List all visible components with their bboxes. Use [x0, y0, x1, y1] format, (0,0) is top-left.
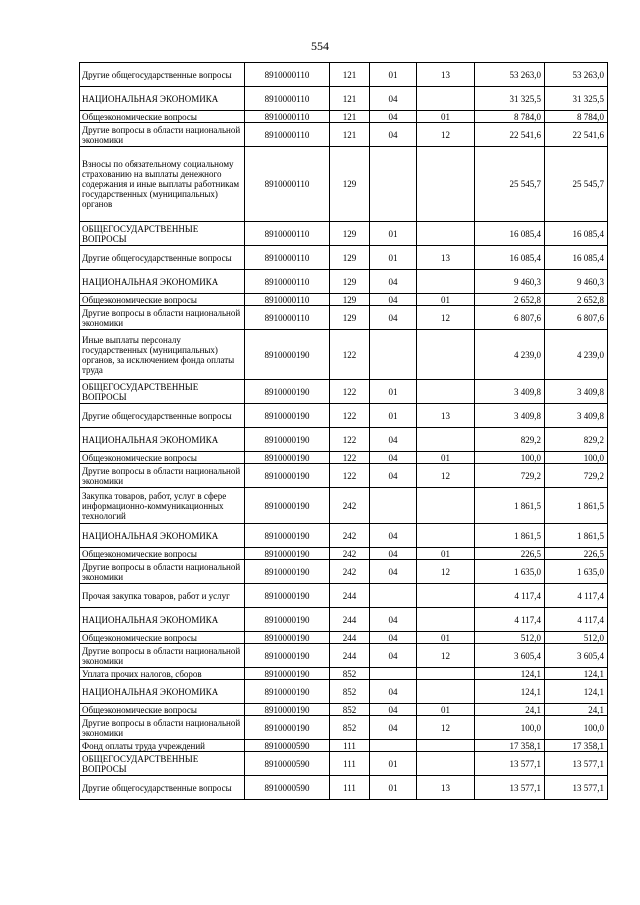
expense-type-cell: 122 [330, 464, 370, 488]
expense-type-cell: 852 [330, 680, 370, 704]
section-cell: 01 [370, 752, 417, 776]
amount-cell-1: 13 577,1 [475, 776, 545, 800]
amount-cell-2: 3 605,4 [545, 644, 608, 668]
section-cell: 01 [370, 776, 417, 800]
amount-cell-2: 17 358,1 [545, 740, 608, 752]
amount-cell-2: 226,5 [545, 548, 608, 560]
expense-type-cell: 122 [330, 404, 370, 428]
subsection-cell [417, 584, 475, 608]
section-cell: 04 [370, 560, 417, 584]
row-name-cell: Другие вопросы в области национальной экономики [80, 716, 245, 740]
expense-type-cell: 121 [330, 63, 370, 87]
section-cell: 04 [370, 644, 417, 668]
table-row [80, 404, 608, 428]
subsection-cell [417, 222, 475, 246]
section-cell: 04 [370, 428, 417, 452]
amount-cell-1: 3 409,8 [475, 380, 545, 404]
target-code-cell: 8910000110 [245, 111, 330, 123]
expense-type-cell: 121 [330, 123, 370, 147]
subsection-cell: 12 [417, 644, 475, 668]
table-row [80, 716, 608, 740]
table-row [80, 330, 608, 380]
expense-type-cell: 129 [330, 306, 370, 330]
subsection-cell: 01 [417, 548, 475, 560]
row-name-cell: Общеэкономические вопросы [80, 632, 245, 644]
amount-cell-2: 3 409,8 [545, 380, 608, 404]
table-row [80, 111, 608, 123]
amount-cell-1: 4 117,4 [475, 608, 545, 632]
amount-cell-1: 124,1 [475, 680, 545, 704]
target-code-cell: 8910000190 [245, 428, 330, 452]
section-cell: 04 [370, 452, 417, 464]
row-name-cell: НАЦИОНАЛЬНАЯ ЭКОНОМИКА [80, 87, 245, 111]
target-code-cell: 8910000190 [245, 524, 330, 548]
subsection-cell: 01 [417, 294, 475, 306]
amount-cell-1: 13 577,1 [475, 752, 545, 776]
table-row [80, 740, 608, 752]
subsection-cell [417, 428, 475, 452]
row-name-cell: Другие общегосударственные вопросы [80, 63, 245, 87]
subsection-cell: 13 [417, 63, 475, 87]
subsection-cell: 13 [417, 246, 475, 270]
table-row [80, 752, 608, 776]
expense-type-cell: 129 [330, 270, 370, 294]
table-row [80, 63, 608, 87]
row-name-cell: Общеэкономические вопросы [80, 111, 245, 123]
table-row [80, 524, 608, 548]
amount-cell-2: 24,1 [545, 704, 608, 716]
amount-cell-2: 6 807,6 [545, 306, 608, 330]
expense-type-cell: 852 [330, 704, 370, 716]
subsection-cell: 12 [417, 464, 475, 488]
row-name-cell: НАЦИОНАЛЬНАЯ ЭКОНОМИКА [80, 680, 245, 704]
row-name-cell: Общеэкономические вопросы [80, 704, 245, 716]
target-code-cell: 8910000190 [245, 608, 330, 632]
amount-cell-1: 3 605,4 [475, 644, 545, 668]
table-row [80, 222, 608, 246]
amount-cell-1: 1 635,0 [475, 560, 545, 584]
subsection-cell [417, 740, 475, 752]
section-cell: 04 [370, 123, 417, 147]
table-row [80, 306, 608, 330]
target-code-cell: 8910000110 [245, 222, 330, 246]
amount-cell-1: 829,2 [475, 428, 545, 452]
table-row [80, 644, 608, 668]
amount-cell-1: 31 325,5 [475, 87, 545, 111]
section-cell: 04 [370, 464, 417, 488]
expense-type-cell: 129 [330, 294, 370, 306]
target-code-cell: 8910000190 [245, 632, 330, 644]
amount-cell-2: 1 635,0 [545, 560, 608, 584]
amount-cell-1: 1 861,5 [475, 488, 545, 524]
amount-cell-1: 9 460,3 [475, 270, 545, 294]
table-row [80, 776, 608, 800]
section-cell: 01 [370, 63, 417, 87]
expense-type-cell: 852 [330, 668, 370, 680]
row-name-cell: ОБЩЕГОСУДАРСТВЕННЫЕ ВОПРОСЫ [80, 222, 245, 246]
amount-cell-1: 100,0 [475, 716, 545, 740]
amount-cell-1: 17 358,1 [475, 740, 545, 752]
row-name-cell: Общеэкономические вопросы [80, 548, 245, 560]
target-code-cell: 8910000190 [245, 680, 330, 704]
section-cell: 04 [370, 680, 417, 704]
section-cell [370, 584, 417, 608]
table-row [80, 428, 608, 452]
amount-cell-1: 25 545,7 [475, 147, 545, 222]
table-row [80, 123, 608, 147]
expense-type-cell: 852 [330, 716, 370, 740]
section-cell: 04 [370, 716, 417, 740]
target-code-cell: 8910000190 [245, 716, 330, 740]
subsection-cell [417, 147, 475, 222]
target-code-cell: 8910000110 [245, 294, 330, 306]
section-cell: 04 [370, 704, 417, 716]
expense-type-cell: 129 [330, 222, 370, 246]
section-cell: 04 [370, 270, 417, 294]
table-row [80, 452, 608, 464]
amount-cell-1: 16 085,4 [475, 246, 545, 270]
subsection-cell [417, 87, 475, 111]
target-code-cell: 8910000110 [245, 246, 330, 270]
expense-type-cell: 122 [330, 330, 370, 380]
expense-type-cell: 121 [330, 111, 370, 123]
target-code-cell: 8910000110 [245, 123, 330, 147]
table-row [80, 632, 608, 644]
amount-cell-1: 24,1 [475, 704, 545, 716]
expense-type-cell: 111 [330, 752, 370, 776]
row-name-cell: Другие вопросы в области национальной экономики [80, 560, 245, 584]
subsection-cell: 01 [417, 704, 475, 716]
table-row [80, 464, 608, 488]
table-row [80, 608, 608, 632]
subsection-cell: 12 [417, 123, 475, 147]
table-row [80, 488, 608, 524]
amount-cell-2: 124,1 [545, 680, 608, 704]
target-code-cell: 8910000190 [245, 560, 330, 584]
amount-cell-2: 4 117,4 [545, 584, 608, 608]
subsection-cell [417, 752, 475, 776]
amount-cell-1: 512,0 [475, 632, 545, 644]
amount-cell-2: 13 577,1 [545, 752, 608, 776]
amount-cell-2: 8 784,0 [545, 111, 608, 123]
amount-cell-1: 1 861,5 [475, 524, 545, 548]
section-cell [370, 668, 417, 680]
expense-type-cell: 122 [330, 380, 370, 404]
budget-table [79, 62, 608, 800]
row-name-cell: Другие общегосударственные вопросы [80, 246, 245, 270]
amount-cell-1: 4 117,4 [475, 584, 545, 608]
subsection-cell: 01 [417, 632, 475, 644]
section-cell: 01 [370, 380, 417, 404]
expense-type-cell: 111 [330, 776, 370, 800]
row-name-cell: Фонд оплаты труда учреждений [80, 740, 245, 752]
amount-cell-2: 1 861,5 [545, 488, 608, 524]
amount-cell-1: 8 784,0 [475, 111, 545, 123]
row-name-cell: Другие вопросы в области национальной экономики [80, 123, 245, 147]
section-cell: 04 [370, 87, 417, 111]
target-code-cell: 8910000190 [245, 380, 330, 404]
expense-type-cell: 244 [330, 632, 370, 644]
table-row [80, 246, 608, 270]
target-code-cell: 8910000110 [245, 63, 330, 87]
amount-cell-1: 2 652,8 [475, 294, 545, 306]
subsection-cell [417, 270, 475, 294]
row-name-cell: ОБЩЕГОСУДАРСТВЕННЫЕ ВОПРОСЫ [80, 380, 245, 404]
section-cell: 01 [370, 222, 417, 246]
target-code-cell: 8910000590 [245, 752, 330, 776]
amount-cell-2: 13 577,1 [545, 776, 608, 800]
amount-cell-2: 53 263,0 [545, 63, 608, 87]
subsection-cell [417, 680, 475, 704]
amount-cell-2: 3 409,8 [545, 404, 608, 428]
target-code-cell: 8910000110 [245, 270, 330, 294]
row-name-cell: Взносы по обязательному социальному страхованию на выплаты денежного содержания и иные выплаты работникам государственных (муниципальных) органов [80, 147, 245, 222]
amount-cell-1: 226,5 [475, 548, 545, 560]
table-row [80, 270, 608, 294]
expense-type-cell: 242 [330, 560, 370, 584]
amount-cell-1: 53 263,0 [475, 63, 545, 87]
page-number: 554 [311, 39, 329, 53]
expense-type-cell: 129 [330, 147, 370, 222]
subsection-cell: 01 [417, 111, 475, 123]
amount-cell-1: 16 085,4 [475, 222, 545, 246]
expense-type-cell: 244 [330, 608, 370, 632]
amount-cell-2: 1 861,5 [545, 524, 608, 548]
target-code-cell: 8910000190 [245, 548, 330, 560]
amount-cell-2: 25 545,7 [545, 147, 608, 222]
expense-type-cell: 129 [330, 246, 370, 270]
amount-cell-1: 22 541,6 [475, 123, 545, 147]
row-name-cell: НАЦИОНАЛЬНАЯ ЭКОНОМИКА [80, 608, 245, 632]
target-code-cell: 8910000590 [245, 740, 330, 752]
expense-type-cell: 242 [330, 488, 370, 524]
amount-cell-2: 512,0 [545, 632, 608, 644]
amount-cell-1: 6 807,6 [475, 306, 545, 330]
target-code-cell: 8910000590 [245, 776, 330, 800]
amount-cell-2: 9 460,3 [545, 270, 608, 294]
table-row [80, 668, 608, 680]
section-cell: 01 [370, 246, 417, 270]
table-row [80, 704, 608, 716]
subsection-cell [417, 668, 475, 680]
section-cell: 04 [370, 111, 417, 123]
amount-cell-2: 729,2 [545, 464, 608, 488]
target-code-cell: 8910000190 [245, 488, 330, 524]
expense-type-cell: 111 [330, 740, 370, 752]
target-code-cell: 8910000110 [245, 306, 330, 330]
target-code-cell: 8910000190 [245, 464, 330, 488]
amount-cell-2: 124,1 [545, 668, 608, 680]
table-row [80, 87, 608, 111]
expense-type-cell: 244 [330, 584, 370, 608]
section-cell [370, 330, 417, 380]
amount-cell-1: 3 409,8 [475, 404, 545, 428]
table-row [80, 294, 608, 306]
target-code-cell: 8910000110 [245, 147, 330, 222]
amount-cell-2: 16 085,4 [545, 246, 608, 270]
table-row [80, 147, 608, 222]
amount-cell-2: 2 652,8 [545, 294, 608, 306]
expense-type-cell: 122 [330, 452, 370, 464]
amount-cell-1: 4 239,0 [475, 330, 545, 380]
amount-cell-2: 100,0 [545, 452, 608, 464]
row-name-cell: НАЦИОНАЛЬНАЯ ЭКОНОМИКА [80, 270, 245, 294]
row-name-cell: НАЦИОНАЛЬНАЯ ЭКОНОМИКА [80, 428, 245, 452]
target-code-cell: 8910000190 [245, 330, 330, 380]
amount-cell-1: 100,0 [475, 452, 545, 464]
target-code-cell: 8910000190 [245, 452, 330, 464]
subsection-cell [417, 380, 475, 404]
expense-type-cell: 244 [330, 644, 370, 668]
expense-type-cell: 242 [330, 548, 370, 560]
row-name-cell: Другие вопросы в области национальной экономики [80, 464, 245, 488]
section-cell: 04 [370, 632, 417, 644]
target-code-cell: 8910000190 [245, 644, 330, 668]
row-name-cell: Иные выплаты персоналу государственных (муниципальных) органов, за исключением фонда оплаты труда [80, 330, 245, 380]
row-name-cell: Другие вопросы в области национальной экономики [80, 644, 245, 668]
amount-cell-2: 16 085,4 [545, 222, 608, 246]
amount-cell-2: 22 541,6 [545, 123, 608, 147]
table-row [80, 584, 608, 608]
section-cell [370, 147, 417, 222]
target-code-cell: 8910000190 [245, 584, 330, 608]
amount-cell-2: 829,2 [545, 428, 608, 452]
target-code-cell: 8910000190 [245, 668, 330, 680]
subsection-cell: 01 [417, 452, 475, 464]
row-name-cell: Прочая закупка товаров, работ и услуг [80, 584, 245, 608]
amount-cell-2: 4 117,4 [545, 608, 608, 632]
amount-cell-2: 100,0 [545, 716, 608, 740]
subsection-cell: 13 [417, 404, 475, 428]
row-name-cell: Общеэкономические вопросы [80, 452, 245, 464]
table-row [80, 548, 608, 560]
amount-cell-1: 124,1 [475, 668, 545, 680]
table-row [80, 560, 608, 584]
table-row [80, 380, 608, 404]
row-name-cell: Другие общегосударственные вопросы [80, 776, 245, 800]
subsection-cell [417, 524, 475, 548]
expense-type-cell: 121 [330, 87, 370, 111]
subsection-cell [417, 330, 475, 380]
amount-cell-1: 729,2 [475, 464, 545, 488]
section-cell: 04 [370, 306, 417, 330]
amount-cell-2: 4 239,0 [545, 330, 608, 380]
row-name-cell: НАЦИОНАЛЬНАЯ ЭКОНОМИКА [80, 524, 245, 548]
target-code-cell: 8910000190 [245, 704, 330, 716]
amount-cell-2: 31 325,5 [545, 87, 608, 111]
table-row [80, 680, 608, 704]
row-name-cell: ОБЩЕГОСУДАРСТВЕННЫЕ ВОПРОСЫ [80, 752, 245, 776]
row-name-cell: Уплата прочих налогов, сборов [80, 668, 245, 680]
row-name-cell: Общеэкономические вопросы [80, 294, 245, 306]
expense-type-cell: 122 [330, 428, 370, 452]
expense-type-cell: 242 [330, 524, 370, 548]
section-cell: 04 [370, 608, 417, 632]
section-cell [370, 488, 417, 524]
section-cell: 01 [370, 404, 417, 428]
target-code-cell: 8910000190 [245, 404, 330, 428]
subsection-cell [417, 488, 475, 524]
subsection-cell: 12 [417, 716, 475, 740]
row-name-cell: Другие вопросы в области национальной экономики [80, 306, 245, 330]
row-name-cell: Другие общегосударственные вопросы [80, 404, 245, 428]
row-name-cell: Закупка товаров, работ, услуг в сфере информационно-коммуникационных технологий [80, 488, 245, 524]
section-cell: 04 [370, 294, 417, 306]
section-cell: 04 [370, 524, 417, 548]
target-code-cell: 8910000110 [245, 87, 330, 111]
subsection-cell: 12 [417, 306, 475, 330]
section-cell [370, 740, 417, 752]
subsection-cell [417, 608, 475, 632]
subsection-cell: 13 [417, 776, 475, 800]
subsection-cell: 12 [417, 560, 475, 584]
section-cell: 04 [370, 548, 417, 560]
